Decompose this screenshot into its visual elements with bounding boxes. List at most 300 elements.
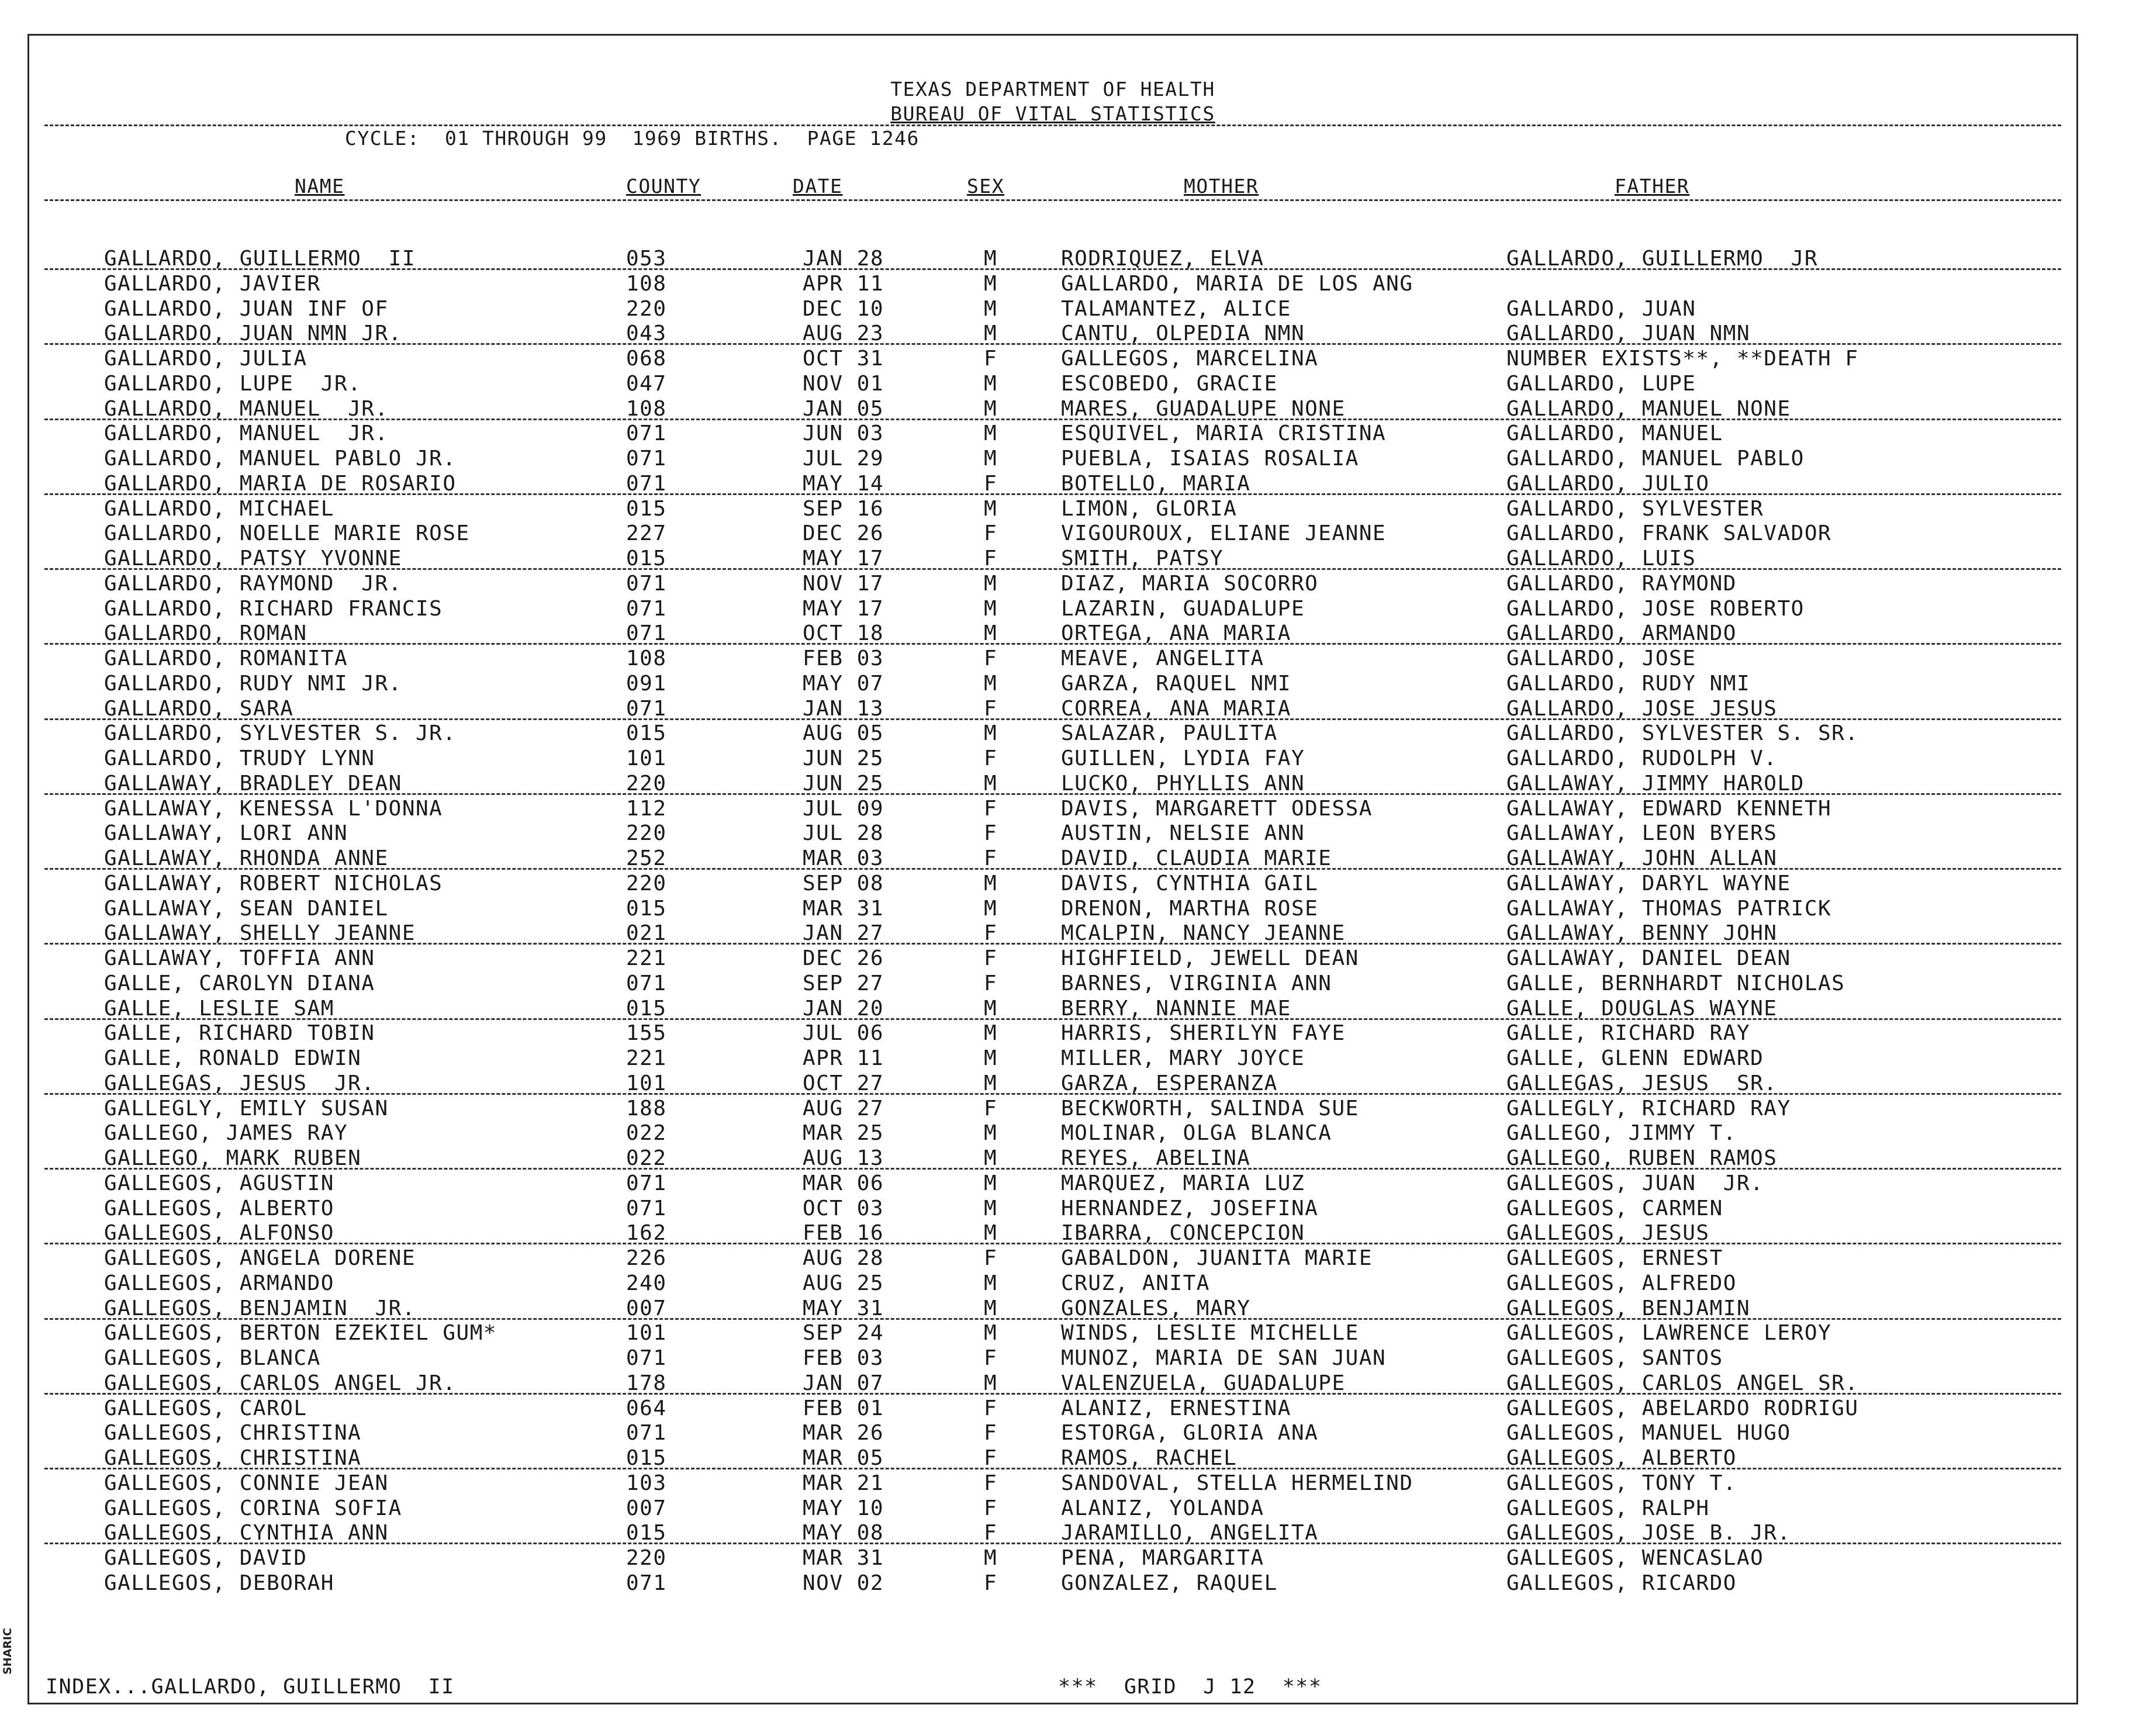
cell-mother: MARQUEZ, MARIA LUZ <box>1061 1171 1305 1195</box>
cell-date: JUL 29 <box>803 447 884 471</box>
cell-date: MAY 17 <box>803 596 884 621</box>
cell-name: GALLEGOS, CORINA SOFIA <box>104 1496 402 1520</box>
cell-name: GALLARDO, MANUEL PABLO JR. <box>104 447 457 471</box>
cell-date: JAN 27 <box>803 921 884 946</box>
cell-county: 064 <box>626 1396 667 1420</box>
cell-county: 071 <box>626 1571 667 1595</box>
cell-name: GALLEGOS, ALBERTO <box>104 1196 334 1220</box>
cell-name: GALLAWAY, TOFFIA ANN <box>104 946 375 970</box>
cell-date: MAY 10 <box>803 1496 884 1520</box>
cell-father: GALLARDO, ARMANDO <box>1506 621 1737 646</box>
footer-index: INDEX...GALLARDO, GUILLERMO II <box>46 1675 455 1699</box>
cell-mother: SALAZAR, PAULITA <box>1061 721 1278 746</box>
cell-name: GALLARDO, RAYMOND JR. <box>104 571 402 596</box>
cell-date: OCT 03 <box>803 1196 884 1220</box>
cell-mother: CRUZ, ANITA <box>1061 1271 1210 1295</box>
cell-date: OCT 18 <box>803 621 884 646</box>
cell-sex: M <box>984 421 998 446</box>
cell-name: GALLEGOS, CAROL <box>104 1396 307 1420</box>
cell-father: GALLEGOS, RICARDO <box>1506 1571 1737 1595</box>
cell-name: GALLARDO, GUILLERMO II <box>104 247 416 271</box>
row-group-separator <box>44 1543 2061 1544</box>
cell-name: GALLE, RICHARD TOBIN <box>104 1021 375 1046</box>
cell-date: OCT 31 <box>803 347 884 371</box>
cell-mother: LIMON, GLORIA <box>1061 496 1238 521</box>
column-header-date: DATE <box>793 175 843 198</box>
cell-county: 007 <box>626 1296 667 1320</box>
cell-name: GALLEGOS, CHRISTINA <box>104 1446 362 1470</box>
cell-sex: M <box>984 871 998 895</box>
cell-name: GALLARDO, JULIA <box>104 347 307 371</box>
cell-county: 108 <box>626 396 667 421</box>
cell-date: MAR 31 <box>803 1546 884 1570</box>
cell-mother: HIGHFIELD, JEWELL DEAN <box>1061 946 1359 970</box>
cell-county: 015 <box>626 896 667 921</box>
cell-name: GALLARDO, SARA <box>104 696 294 721</box>
cell-county: 071 <box>626 1346 667 1370</box>
cell-county: 226 <box>626 1246 667 1270</box>
cell-date: JAN 13 <box>803 696 884 721</box>
cell-father: GALLARDO, FRANK SALVADOR <box>1506 521 1832 546</box>
cell-sex: F <box>984 796 998 821</box>
cell-date: OCT 27 <box>803 1071 884 1095</box>
cell-father: GALLARDO, RAYMOND <box>1506 571 1737 596</box>
cell-date: APR 11 <box>803 1046 884 1070</box>
cell-date: SEP 27 <box>803 971 884 995</box>
cell-mother: GUILLEN, LYDIA FAY <box>1061 746 1305 770</box>
cell-date: MAY 08 <box>803 1521 884 1545</box>
cell-mother: ESTORGA, GLORIA ANA <box>1061 1421 1319 1445</box>
cell-father: GALLAWAY, DARYL WAYNE <box>1506 871 1791 895</box>
footer-grid: *** GRID J 12 *** <box>1058 1675 1322 1699</box>
cell-date: MAR 05 <box>803 1446 884 1470</box>
row-group-separator <box>44 1168 2061 1170</box>
cell-sex: F <box>984 547 998 570</box>
cell-father: GALLARDO, MANUEL NONE <box>1506 396 1791 421</box>
cell-sex: F <box>984 1346 998 1370</box>
cell-county: 021 <box>626 921 667 946</box>
cell-name: GALLAWAY, LORI ANN <box>104 821 348 846</box>
cell-mother: BERRY, NANNIE MAE <box>1061 996 1291 1021</box>
cell-mother: DAVIS, MARGARETT ODESSA <box>1061 796 1373 821</box>
cell-mother: LAZARIN, GUADALUPE <box>1061 596 1305 621</box>
cell-county: 071 <box>626 1171 667 1195</box>
cell-name: GALLEGOS, CHRISTINA <box>104 1421 362 1445</box>
cell-sex: M <box>984 496 998 521</box>
cell-name: GALLEGAS, JESUS JR. <box>104 1071 375 1095</box>
cell-date: JAN 07 <box>803 1371 884 1395</box>
cell-date: AUG 27 <box>803 1096 884 1121</box>
row-group-separator <box>44 568 2061 570</box>
cell-father: GALLARDO, JOSE ROBERTO <box>1506 596 1805 621</box>
cell-name: GALLARDO, MARIA DE ROSARIO <box>104 471 457 496</box>
cell-date: MAY 17 <box>803 547 884 570</box>
cell-mother: MCALPIN, NANCY JEANNE <box>1061 921 1346 946</box>
cell-sex: F <box>984 1471 998 1495</box>
row-group-separator <box>44 793 2061 795</box>
cell-date: AUG 13 <box>803 1146 884 1170</box>
cell-date: AUG 05 <box>803 721 884 746</box>
cell-father: GALLEGOS, CARMEN <box>1506 1196 1723 1220</box>
cell-sex: F <box>984 696 998 721</box>
cell-date: MAY 31 <box>803 1296 884 1320</box>
cell-sex: M <box>984 571 998 596</box>
cell-mother: RAMOS, RACHEL <box>1061 1446 1238 1470</box>
cell-father: NUMBER EXISTS**, **DEATH F <box>1506 347 1859 371</box>
cell-mother: MILLER, MARY JOYCE <box>1061 1046 1305 1070</box>
cell-sex: M <box>984 1371 998 1395</box>
cell-name: GALLEGOS, DEBORAH <box>104 1571 334 1595</box>
cell-county: 071 <box>626 1421 667 1445</box>
cell-date: AUG 28 <box>803 1246 884 1270</box>
cell-mother: ESCOBEDO, GRACIE <box>1061 371 1278 396</box>
cell-date: SEP 16 <box>803 496 884 521</box>
cell-county: 015 <box>626 496 667 521</box>
cell-name: GALLEGOS, CONNIE JEAN <box>104 1471 389 1495</box>
cell-sex: F <box>984 1246 998 1270</box>
cell-father: GALLARDO, MANUEL PABLO <box>1506 447 1805 471</box>
cell-name: GALLAWAY, ROBERT NICHOLAS <box>104 871 443 895</box>
cell-sex: F <box>984 347 998 371</box>
cell-date: FEB 03 <box>803 1346 884 1370</box>
cell-county: 015 <box>626 1521 667 1545</box>
cell-county: 220 <box>626 871 667 895</box>
cell-sex: M <box>984 671 998 696</box>
cell-mother: BECKWORTH, SALINDA SUE <box>1061 1096 1359 1121</box>
cell-father: GALLARDO, JOSE JESUS <box>1506 696 1778 721</box>
cell-sex: M <box>984 1221 998 1246</box>
cell-mother: ALANIZ, YOLANDA <box>1061 1496 1264 1520</box>
cell-name: GALLEGOS, BENJAMIN JR. <box>104 1296 416 1320</box>
cell-county: 071 <box>626 421 667 446</box>
cell-name: GALLEGOS, ALFONSO <box>104 1221 334 1246</box>
cell-father: GALLARDO, RUDY NMI <box>1506 671 1751 696</box>
cell-date: NOV 17 <box>803 571 884 596</box>
cell-father: GALLARDO, SYLVESTER <box>1506 496 1764 521</box>
cell-name: GALLARDO, PATSY YVONNE <box>104 547 402 570</box>
cell-county: 112 <box>626 796 667 821</box>
cell-sex: F <box>984 521 998 546</box>
cell-father: GALLEGO, RUBEN RAMOS <box>1506 1146 1778 1170</box>
cell-county: 015 <box>626 547 667 570</box>
cell-county: 220 <box>626 1546 667 1570</box>
cell-mother: GALLARDO, MARIA DE LOS ANG <box>1061 271 1413 296</box>
cell-sex: M <box>984 1121 998 1146</box>
cell-county: 068 <box>626 347 667 371</box>
cell-name: GALLEGOS, CYNTHIA ANN <box>104 1521 389 1545</box>
row-group-separator <box>44 268 2061 270</box>
cell-date: MAY 07 <box>803 671 884 696</box>
cell-date: DEC 26 <box>803 521 884 546</box>
cell-father: GALLEGOS, ABELARDO RODRIGU <box>1506 1396 1859 1420</box>
cell-father: GALLEGOS, SANTOS <box>1506 1346 1723 1370</box>
cell-mother: DRENON, MARTHA ROSE <box>1061 896 1319 921</box>
cell-name: GALLEGOS, DAVID <box>104 1546 307 1570</box>
cell-date: FEB 03 <box>803 646 884 670</box>
cell-name: GALLAWAY, RHONDA ANNE <box>104 846 389 870</box>
header-separator <box>44 125 2061 126</box>
cell-father: GALLEGOS, ALBERTO <box>1506 1446 1737 1470</box>
cell-father: GALLAWAY, DANIEL DEAN <box>1506 946 1791 970</box>
cell-sex: M <box>984 1196 998 1220</box>
cell-mother: GONZALEZ, RAQUEL <box>1061 1571 1278 1595</box>
cell-father: GALLARDO, JUAN <box>1506 296 1696 321</box>
cell-date: JAN 20 <box>803 996 884 1021</box>
cell-name: GALLARDO, RUDY NMI JR. <box>104 671 402 696</box>
cell-sex: F <box>984 971 998 995</box>
cell-county: 071 <box>626 471 667 496</box>
cell-father: GALLAWAY, THOMAS PATRICK <box>1506 896 1832 921</box>
cell-name: GALLARDO, JUAN NMN JR. <box>104 321 402 346</box>
cell-date: JUL 06 <box>803 1021 884 1046</box>
cell-sex: M <box>984 371 998 396</box>
cell-father: GALLAWAY, JOHN ALLAN <box>1506 846 1778 870</box>
cell-date: JUN 03 <box>803 421 884 446</box>
cell-father: GALLARDO, RUDOLPH V. <box>1506 746 1778 770</box>
cell-mother: SMITH, PATSY <box>1061 547 1224 570</box>
row-group-separator <box>44 493 2061 495</box>
row-group-separator <box>44 1018 2061 1020</box>
cell-mother: PENA, MARGARITA <box>1061 1546 1264 1570</box>
cell-mother: MOLINAR, OLGA BLANCA <box>1061 1121 1332 1146</box>
cell-county: 101 <box>626 1071 667 1095</box>
column-header-separator <box>44 199 2061 201</box>
cell-mother: ESQUIVEL, MARIA CRISTINA <box>1061 421 1387 446</box>
cell-name: GALLAWAY, SHELLY JEANNE <box>104 921 416 946</box>
cell-date: MAR 31 <box>803 896 884 921</box>
cell-date: MAR 26 <box>803 1421 884 1445</box>
cell-name: GALLE, RONALD EDWIN <box>104 1046 362 1070</box>
cell-sex: M <box>984 771 998 796</box>
cell-name: GALLE, CAROLYN DIANA <box>104 971 375 995</box>
cell-date: AUG 23 <box>803 321 884 346</box>
cell-county: 043 <box>626 321 667 346</box>
cell-father: GALLEGOS, LAWRENCE LEROY <box>1506 1321 1832 1346</box>
cell-sex: M <box>984 1146 998 1170</box>
cell-county: 162 <box>626 1221 667 1246</box>
column-header-sex: SEX <box>967 175 1005 198</box>
cell-father: GALLEGOS, ALFREDO <box>1506 1271 1737 1295</box>
cell-county: 071 <box>626 621 667 646</box>
row-group-separator <box>44 1318 2061 1320</box>
cell-sex: M <box>984 1321 998 1346</box>
cell-sex: F <box>984 1571 998 1595</box>
cell-father: GALLAWAY, BENNY JOHN <box>1506 921 1778 946</box>
cell-date: DEC 10 <box>803 296 884 321</box>
cell-mother: REYES, ABELINA <box>1061 1146 1251 1170</box>
cell-county: 178 <box>626 1371 667 1395</box>
row-group-separator <box>44 643 2061 645</box>
cell-name: GALLEGO, MARK RUBEN <box>104 1146 362 1170</box>
cell-mother: MUNOZ, MARIA DE SAN JUAN <box>1061 1346 1387 1370</box>
cell-father: GALLEGAS, JESUS SR. <box>1506 1071 1778 1095</box>
cell-name: GALLARDO, MICHAEL <box>104 496 334 521</box>
cell-name: GALLARDO, MANUEL JR. <box>104 421 389 446</box>
cell-sex: F <box>984 1396 998 1420</box>
cell-sex: M <box>984 247 998 271</box>
cell-mother: BARNES, VIRGINIA ANN <box>1061 971 1332 995</box>
column-header-father: FATHER <box>1615 175 1690 198</box>
cell-father: GALLE, BERNHARDT NICHOLAS <box>1506 971 1845 995</box>
cell-date: APR 11 <box>803 271 884 296</box>
cell-name: GALLEGOS, CARLOS ANGEL JR. <box>104 1371 457 1395</box>
cell-sex: M <box>984 1071 998 1095</box>
row-group-separator <box>44 419 2061 420</box>
cell-mother: MEAVE, ANGELITA <box>1061 646 1264 670</box>
cell-father: GALLEGOS, CARLOS ANGEL SR. <box>1506 1371 1859 1395</box>
cell-sex: F <box>984 471 998 496</box>
cell-sex: M <box>984 996 998 1021</box>
cell-father: GALLE, GLENN EDWARD <box>1506 1046 1764 1070</box>
cell-sex: M <box>984 1546 998 1570</box>
cell-date: DEC 26 <box>803 946 884 970</box>
cell-name: GALLEGO, JAMES RAY <box>104 1121 348 1146</box>
row-group-separator <box>44 1243 2061 1244</box>
cell-mother: VIGOUROUX, ELIANE JEANNE <box>1061 521 1387 546</box>
header-department: TEXAS DEPARTMENT OF HEALTH <box>890 78 1215 101</box>
cell-mother: MARES, GUADALUPE NONE <box>1061 396 1346 421</box>
cell-date: JUN 25 <box>803 771 884 796</box>
cell-county: 053 <box>626 247 667 271</box>
cell-name: GALLEGOS, BERTON EZEKIEL GUM* <box>104 1321 497 1346</box>
cell-mother: JARAMILLO, ANGELITA <box>1061 1521 1319 1545</box>
cell-date: SEP 24 <box>803 1321 884 1346</box>
cell-father: GALLARDO, MANUEL <box>1506 421 1723 446</box>
cell-father: GALLE, DOUGLAS WAYNE <box>1506 996 1778 1021</box>
cell-county: 221 <box>626 946 667 970</box>
cell-county: 022 <box>626 1121 667 1146</box>
cell-county: 220 <box>626 821 667 846</box>
cell-sex: F <box>984 646 998 670</box>
cell-father: GALLEGOS, JUAN JR. <box>1506 1171 1764 1195</box>
cell-sex: M <box>984 396 998 421</box>
cell-mother: HARRIS, SHERILYN FAYE <box>1061 1021 1346 1046</box>
cell-name: GALLARDO, NOELLE MARIE ROSE <box>104 521 470 546</box>
cell-sex: M <box>984 721 998 746</box>
cell-name: GALLARDO, ROMAN <box>104 621 307 646</box>
cell-mother: GONZALES, MARY <box>1061 1296 1251 1320</box>
cell-mother: GARZA, ESPERANZA <box>1061 1071 1278 1095</box>
cell-sex: F <box>984 921 998 946</box>
cell-county: 071 <box>626 971 667 995</box>
cell-sex: M <box>984 321 998 346</box>
cell-father: GALLAWAY, LEON BYERS <box>1506 821 1778 846</box>
cell-mother: ALANIZ, ERNESTINA <box>1061 1396 1291 1420</box>
cell-mother: VALENZUELA, GUADALUPE <box>1061 1371 1346 1395</box>
header-cycle: CYCLE: 01 THROUGH 99 1969 BIRTHS. PAGE 1246 <box>345 127 920 150</box>
cell-mother: DIAZ, MARIA SOCORRO <box>1061 571 1319 596</box>
cell-date: MAR 03 <box>803 846 884 870</box>
header-bureau: BUREAU OF VITAL STATISTICS <box>890 102 1215 125</box>
cell-county: 015 <box>626 996 667 1021</box>
cell-county: 221 <box>626 1046 667 1070</box>
cell-father: GALLE, RICHARD RAY <box>1506 1021 1751 1046</box>
cell-county: 252 <box>626 846 667 870</box>
cell-name: GALLEGOS, BLANCA <box>104 1346 321 1370</box>
cell-mother: SANDOVAL, STELLA HERMELIND <box>1061 1471 1413 1495</box>
cell-date: FEB 01 <box>803 1396 884 1420</box>
cell-sex: M <box>984 296 998 321</box>
cell-date: MAR 06 <box>803 1171 884 1195</box>
cell-sex: M <box>984 1046 998 1070</box>
cell-county: 188 <box>626 1096 667 1121</box>
cell-name: GALLEGOS, ANGELA DORENE <box>104 1246 416 1270</box>
cell-name: GALLARDO, RICHARD FRANCIS <box>104 596 443 621</box>
cell-county: 071 <box>626 571 667 596</box>
cell-mother: AUSTIN, NELSIE ANN <box>1061 821 1305 846</box>
cell-name: GALLEGOS, ARMANDO <box>104 1271 334 1295</box>
cell-sex: M <box>984 447 998 471</box>
cell-father: GALLARDO, SYLVESTER S. SR. <box>1506 721 1859 746</box>
side-label: SHARIC <box>1 1628 14 1675</box>
cell-sex: F <box>984 1421 998 1445</box>
cell-date: MAR 25 <box>803 1121 884 1146</box>
cell-mother: GARZA, RAQUEL NMI <box>1061 671 1291 696</box>
cell-sex: M <box>984 1271 998 1295</box>
cell-mother: DAVID, CLAUDIA MARIE <box>1061 846 1332 870</box>
cell-father: GALLARDO, GUILLERMO JR <box>1506 247 1818 271</box>
cell-county: 015 <box>626 721 667 746</box>
column-header-mother: MOTHER <box>1184 175 1259 198</box>
cell-father: GALLEGO, JIMMY T. <box>1506 1121 1737 1146</box>
cell-county: 047 <box>626 371 667 396</box>
cell-father: GALLARDO, LUIS <box>1506 547 1696 570</box>
cell-name: GALLEGOS, AGUSTIN <box>104 1171 334 1195</box>
cell-county: 220 <box>626 771 667 796</box>
cell-sex: M <box>984 1021 998 1046</box>
cell-county: 071 <box>626 1196 667 1220</box>
cell-father: GALLEGOS, BENJAMIN <box>1506 1296 1751 1320</box>
cell-sex: M <box>984 896 998 921</box>
row-group-separator <box>44 868 2061 870</box>
cell-mother: WINDS, LESLIE MICHELLE <box>1061 1321 1359 1346</box>
cell-name: GALLARDO, SYLVESTER S. JR. <box>104 721 457 746</box>
cell-county: 108 <box>626 271 667 296</box>
cell-date: SEP 08 <box>803 871 884 895</box>
cell-county: 220 <box>626 296 667 321</box>
cell-county: 091 <box>626 671 667 696</box>
cell-name: GALLARDO, LUPE JR. <box>104 371 362 396</box>
row-group-separator <box>44 943 2061 945</box>
cell-name: GALLAWAY, BRADLEY DEAN <box>104 771 402 796</box>
cell-mother: CANTU, OLPEDIA NMN <box>1061 321 1305 346</box>
cell-county: 103 <box>626 1471 667 1495</box>
cell-sex: F <box>984 846 998 870</box>
cell-father: GALLEGOS, JOSE B. JR. <box>1506 1521 1791 1545</box>
cell-mother: RODRIQUEZ, ELVA <box>1061 247 1264 271</box>
cell-county: 015 <box>626 1446 667 1470</box>
cell-sex: F <box>984 746 998 770</box>
cell-mother: BOTELLO, MARIA <box>1061 471 1251 496</box>
cell-sex: F <box>984 1521 998 1545</box>
cell-sex: M <box>984 621 998 646</box>
cell-father: GALLEGLY, RICHARD RAY <box>1506 1096 1791 1121</box>
cell-father: GALLARDO, LUPE <box>1506 371 1696 396</box>
cell-father: GALLAWAY, EDWARD KENNETH <box>1506 796 1832 821</box>
row-group-separator <box>44 343 2061 345</box>
cell-father: GALLARDO, JULIO <box>1506 471 1710 496</box>
row-group-separator <box>44 1393 2061 1395</box>
cell-mother: TALAMANTEZ, ALICE <box>1061 296 1291 321</box>
cell-county: 071 <box>626 447 667 471</box>
cell-name: GALLARDO, MANUEL JR. <box>104 396 389 421</box>
cell-county: 108 <box>626 646 667 670</box>
cell-date: JUN 25 <box>803 746 884 770</box>
cell-name: GALLARDO, ROMANITA <box>104 646 348 670</box>
cell-county: 101 <box>626 1321 667 1346</box>
cell-county: 022 <box>626 1146 667 1170</box>
cell-mother: DAVIS, CYNTHIA GAIL <box>1061 871 1319 895</box>
